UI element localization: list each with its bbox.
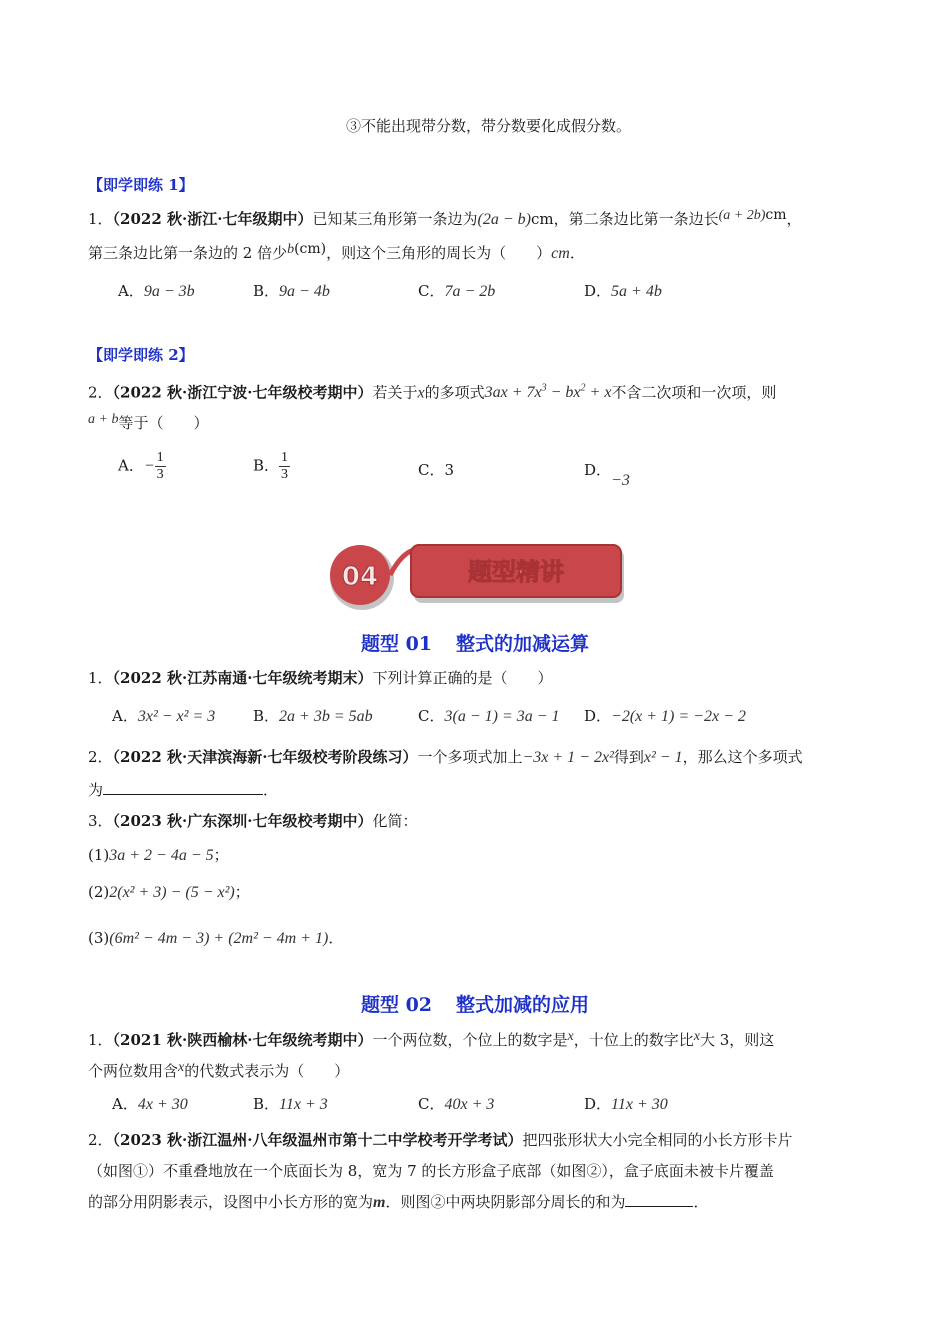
- s2-q2-line1: [88, 1130, 792, 1150]
- option-label: D．: [584, 282, 612, 300]
- fraction-numerator: 1: [281, 450, 289, 465]
- math-expr: a + b: [88, 412, 119, 427]
- q-num: 1．: [88, 669, 113, 687]
- math-expr: 2(x² + 3) − (5 − x²): [109, 884, 235, 901]
- option-b[interactable]: [253, 706, 373, 727]
- section-number: 题型 02: [360, 994, 433, 1016]
- q-num: 2．: [88, 748, 113, 766]
- s2-q2-line3: [88, 1192, 709, 1213]
- option-expr: 3(a − 1) = 3a − 1: [444, 708, 560, 725]
- math-expr: x² − 1: [643, 749, 683, 766]
- option-label: B．: [253, 456, 280, 475]
- punct: ；: [234, 883, 250, 901]
- math-var: x: [567, 1029, 574, 1044]
- q-num: 3．: [88, 812, 113, 830]
- section-name: 整式加减的应用: [456, 994, 590, 1016]
- practice2-question-line1: [88, 379, 776, 403]
- option-label: B．: [253, 1095, 280, 1113]
- option-expr: 4x + 30: [137, 1096, 188, 1113]
- q-text: ，十位上的数字比: [573, 1031, 694, 1049]
- option-b[interactable]: [253, 1094, 328, 1115]
- q-text: ．则图②中两块阴影部分周长的和为: [385, 1193, 626, 1211]
- math-var: x: [417, 384, 425, 402]
- option-expr: 9a − 4b: [279, 283, 330, 300]
- option-expr: 11x + 3: [279, 1096, 328, 1113]
- punct: ．: [328, 929, 344, 947]
- option-label: A．: [118, 456, 144, 475]
- q-text: 不含二次项和一次项，则: [611, 383, 777, 402]
- option-label: C．: [418, 282, 445, 300]
- q-text: ，: [786, 210, 802, 228]
- option-label: A．: [118, 282, 144, 300]
- fraction: [155, 450, 166, 483]
- s1-q3-part2: [88, 882, 250, 903]
- option-expr: 11x + 30: [611, 1096, 668, 1113]
- fraction-denominator: 3: [156, 467, 164, 482]
- math-var: x: [178, 1060, 185, 1075]
- option-a[interactable]: [118, 281, 195, 302]
- unit: (cm): [294, 241, 327, 257]
- q-text: 化简：: [372, 812, 418, 830]
- q-text: 的代数式表示为（ ）: [184, 1062, 350, 1080]
- option-label: B．: [253, 707, 280, 725]
- option-label: D．: [584, 461, 612, 479]
- option-label: C．: [418, 461, 445, 479]
- q-text: 第三条边比第一条边的 2 倍少: [88, 244, 288, 262]
- fraction-denominator: 3: [281, 467, 289, 482]
- part-label: (3): [88, 929, 110, 947]
- option-a[interactable]: [112, 706, 215, 727]
- q-source: （2022 秋·浙江·七年级期中）: [112, 210, 313, 228]
- math-var: x: [693, 1029, 700, 1044]
- fraction-numerator: 1: [156, 450, 164, 465]
- s1-q1: [88, 668, 552, 688]
- option-label: A．: [112, 1095, 138, 1113]
- section2-title: [0, 990, 950, 1017]
- option-label: C．: [418, 1095, 445, 1113]
- q-text: 若关于: [372, 383, 418, 402]
- q-text: 已知某三角形第一条边为: [312, 210, 478, 228]
- section1-title: [0, 629, 950, 656]
- s1-q2-line1: [88, 747, 803, 768]
- option-label: D．: [584, 1095, 612, 1113]
- option-b[interactable]: [253, 281, 330, 302]
- math-expr: (2a − b): [477, 211, 531, 228]
- q-text: 大 3，则这: [699, 1031, 775, 1049]
- s1-q2-line2: [88, 780, 278, 800]
- banner-title: 题型精讲: [468, 558, 564, 586]
- q-text: 为: [88, 781, 104, 799]
- option-c[interactable]: [418, 281, 495, 302]
- q-source: （2022 秋·天津滨海新·七年级校考阶段练习）: [112, 748, 418, 766]
- q-text: 的多项式: [424, 383, 485, 402]
- answer-blank[interactable]: [625, 1192, 693, 1207]
- part-label: (1): [88, 846, 110, 864]
- answer-blank[interactable]: [103, 780, 263, 795]
- s2-q2-line2: （如图①）不重叠地放在一个底面长为 8，宽为 7 的长方形盒子底部（如图②），盒子底面未被卡片覆盖: [88, 1162, 774, 1180]
- q-num: 1．: [88, 210, 113, 228]
- option-label: A．: [112, 707, 138, 725]
- option-d[interactable]: [584, 281, 662, 302]
- option-expr: −3: [611, 472, 630, 489]
- top-note: ③不能出现带分数，带分数要化成假分数。: [346, 117, 632, 135]
- option-c[interactable]: [418, 460, 454, 480]
- q-text: ，那么这个多项式: [682, 748, 803, 766]
- option-expr: 3x² − x² = 3: [137, 708, 216, 725]
- option-label: B．: [253, 282, 280, 300]
- q-text: 一个两位数，个位上的数字是: [372, 1031, 568, 1049]
- s2-q1-line1: [88, 1030, 774, 1052]
- option-sign: −: [143, 457, 155, 475]
- option-c[interactable]: [418, 706, 560, 727]
- option-expr: 2a + 3b = 5ab: [279, 708, 373, 725]
- q-text: ，则这个三角形的周长为（ ）: [326, 244, 552, 262]
- option-expr: 40x + 3: [444, 1096, 495, 1113]
- math-var: m: [373, 1194, 386, 1211]
- punct: ．: [693, 1193, 709, 1211]
- option-expr: −2(x + 1) = −2x − 2: [611, 708, 746, 725]
- math-expr: (6m² − 4m − 3) + (2m² − 4m + 1): [109, 930, 329, 947]
- section-number: 题型 01: [360, 633, 433, 655]
- practice2-question-line2: [88, 413, 208, 435]
- option-c[interactable]: [418, 1094, 494, 1115]
- q-source: （2023 秋·浙江温州·八年级温州市第十二中学校考开学考试）: [112, 1131, 523, 1149]
- math-expr: b: [287, 242, 295, 257]
- option-label: C．: [418, 707, 445, 725]
- q-text: 个两位数用含: [88, 1062, 179, 1080]
- q-text: 下列计算正确的是（ ）: [372, 669, 553, 687]
- math-polynomial: $3ax + 7x^3 - bx^2 + x$: [484, 383, 612, 402]
- practice1-question-line2: [88, 243, 585, 265]
- q-text: ，第二条边比第一条边长: [553, 210, 719, 228]
- math-expr: −3x + 1 − 2x²: [522, 749, 614, 766]
- q-text: ．: [263, 781, 279, 799]
- q-num: 2．: [88, 1131, 113, 1149]
- practice2-tag: 【即学即练 2】: [88, 346, 194, 364]
- section-banner: [326, 540, 626, 612]
- option-label: D．: [584, 707, 612, 725]
- s2-q1-line2: [88, 1061, 349, 1083]
- q-text: ．: [569, 244, 585, 262]
- unit: cm: [551, 245, 570, 262]
- unit: cm: [765, 207, 787, 223]
- s1-q3: [88, 811, 417, 831]
- practice1-question-line1: [88, 209, 802, 231]
- math-expr: (a + 2b): [718, 208, 766, 223]
- q-source: （2023 秋·广东深圳·七年级校考期中）: [112, 812, 373, 830]
- s1-q3-part3: [88, 928, 343, 949]
- option-d[interactable]: [584, 706, 746, 727]
- option-d[interactable]: [584, 1094, 668, 1115]
- fraction: [279, 450, 290, 483]
- option-a[interactable]: [112, 1094, 188, 1115]
- punct: ；: [213, 846, 229, 864]
- q-text: 一个多项式加上: [417, 748, 523, 766]
- unit: cm: [530, 210, 554, 228]
- option-expr: 5a + 4b: [611, 283, 662, 300]
- option-expr: 9a − 3b: [143, 283, 195, 300]
- practice1-tag: 【即学即练 1】: [88, 176, 194, 194]
- math-expr: 3a + 2 − 4a − 5: [109, 847, 214, 864]
- q-text: 把四张形状大小完全相同的小长方形卡片: [522, 1131, 793, 1149]
- q-text: 的部分用阴影表示，设图中小长方形的宽为: [88, 1193, 374, 1211]
- q-text: 得到: [613, 748, 644, 766]
- s1-q3-part1: [88, 845, 229, 866]
- q-source: （2022 秋·江苏南通·七年级统考期末）: [112, 669, 373, 687]
- option-d[interactable]: [584, 460, 630, 489]
- q-num: 1．: [88, 1031, 113, 1049]
- q-num: 2．: [88, 383, 113, 402]
- part-label: (2): [88, 883, 110, 901]
- option-b[interactable]: [253, 450, 290, 483]
- q-text: 等于（ ）: [118, 414, 209, 432]
- option-expr: 3: [444, 461, 455, 479]
- option-expr: 7a − 2b: [444, 283, 496, 300]
- section-name: 整式的加减运算: [456, 633, 590, 655]
- q-source: （2021 秋·陕西榆林·七年级统考期中）: [112, 1031, 373, 1049]
- option-a[interactable]: [118, 450, 166, 483]
- q-source: （2022 秋·浙江宁波·七年级校考期中）: [112, 383, 373, 402]
- banner-number: 04: [341, 562, 379, 592]
